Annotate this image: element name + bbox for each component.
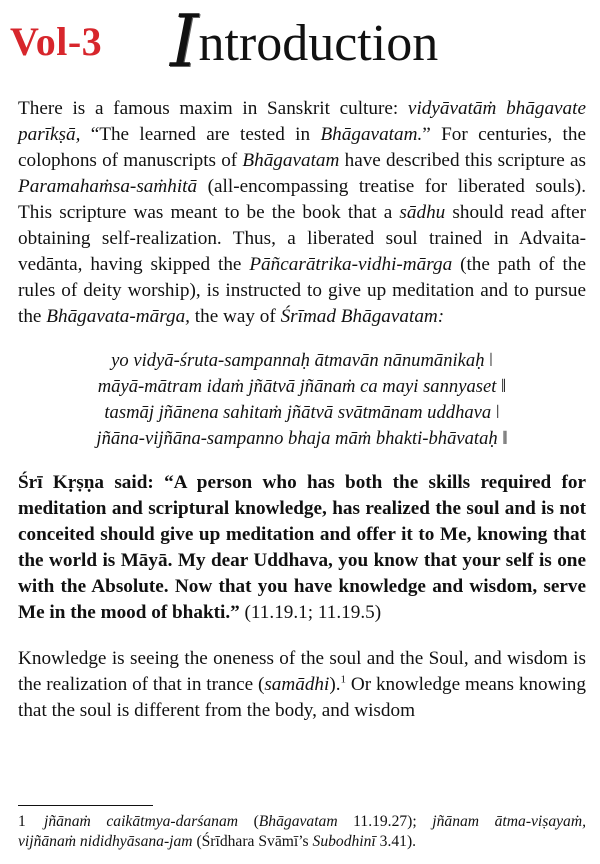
text-run: (the path of the rules of deity worship), is instructed to give up meditation and to pursue the (18, 254, 586, 327)
verse-line: māyā-mātram idaṁ jñātvā jñānaṁ ca mayi sannyaset ǁ (97, 376, 507, 397)
footnote-number: 1 (18, 813, 26, 830)
text-run: “The learned are tested in (80, 124, 321, 145)
text-run: Knowledge is seeing the oneness of the soul and the Soul, and wisdom is the realization of that in trance ( (18, 648, 586, 695)
footnote-divider (18, 805, 153, 806)
ornamental-initial: I (170, 0, 199, 83)
text-run: 3.41). (375, 833, 417, 850)
footnote-marker: 1 (340, 673, 347, 686)
italic-run: sādhu (399, 202, 446, 223)
text-run: There is a famous maxim in Sanskrit culture: (18, 98, 408, 119)
text-run: have described this scripture as (339, 150, 586, 171)
sanskrit-verse (18, 348, 586, 452)
footnote (18, 812, 586, 852)
italic-run: Paramahaṁsa-saṁhitā (18, 176, 198, 197)
italic-run: samādhi (264, 674, 330, 695)
verse-line: jñāna-vijñāna-sampanno bhaja māṁ bhakti-bhāvataḥ ǁ (96, 428, 508, 449)
text-run: ” For centuries, the colophons of manuscripts of (18, 124, 587, 171)
text-run: 11.19.27); (337, 813, 433, 830)
italic-run: Pāñcarātrika-vidhi-mārga (249, 254, 453, 275)
italic-run: Bhāgavatam (242, 150, 340, 171)
bold-quote: Śrī Kṛṣṇa said: “A person who has both the skills required for meditation and scriptural knowledge, has realized the soul and is not conceited should give up meditation and offer it to Me, knowing that the world is Māyā. My dear Uddhava, you know that your self is one with the Absolute. Now that you have knowledge and wisdom, serve Me in the mood of bhakti.” (18, 472, 586, 623)
intro-paragraph (18, 96, 586, 330)
italic-run: vidyāvatāṁ bhāgavate parīkṣā, (18, 98, 586, 145)
italic-run: jñānaṁ caikātmya-darśanam (44, 813, 239, 830)
italic-run: jñānam ātma-viṣayaṁ, vijñānaṁ nididhyāsana-jam (18, 813, 587, 850)
krishna-quote-paragraph (18, 470, 586, 626)
page-body (18, 92, 586, 724)
text-run: (Śrīdhara Svāmī’s (192, 833, 313, 850)
verse-reference: (11.19.1; 11.19.5) (239, 602, 382, 623)
text-run: (all-encompassing treatise for liberated souls). This scripture was meant to be the book that a (18, 176, 586, 223)
verse-line: yo vidyā-śruta-sampannaḥ ātmavān nānumānikaḥ ǀ (111, 350, 493, 371)
italic-run: Bhāgavatam (258, 813, 338, 830)
chapter-title-rest: ntroduction (198, 15, 439, 72)
verse-line: tasmāj jñānena sahitaṁ jñātvā svātmānam uddhava ǀ (104, 402, 500, 423)
page-header (0, 0, 600, 100)
chapter-title (170, 0, 439, 83)
volume-label: Vol-3 (10, 19, 103, 64)
italic-run: Śrīmad Bhāgavatam: (280, 306, 445, 327)
text-run: the way of (189, 306, 281, 327)
text-run: should read after obtaining self-realization. Thus, a liberated soul trained in Advaita-vedānta, having skipped the (18, 202, 586, 275)
knowledge-paragraph (18, 646, 586, 724)
text-run: ). (329, 674, 341, 695)
italic-run: Subodhinī (312, 833, 376, 850)
italic-run: Bhāgavata-mārga, (46, 306, 190, 327)
text-run: Or knowledge means knowing that the soul is different from the body, and wisdom (18, 674, 586, 721)
italic-run: Bhāgavatam. (320, 124, 423, 145)
text-run: ( (238, 813, 259, 830)
